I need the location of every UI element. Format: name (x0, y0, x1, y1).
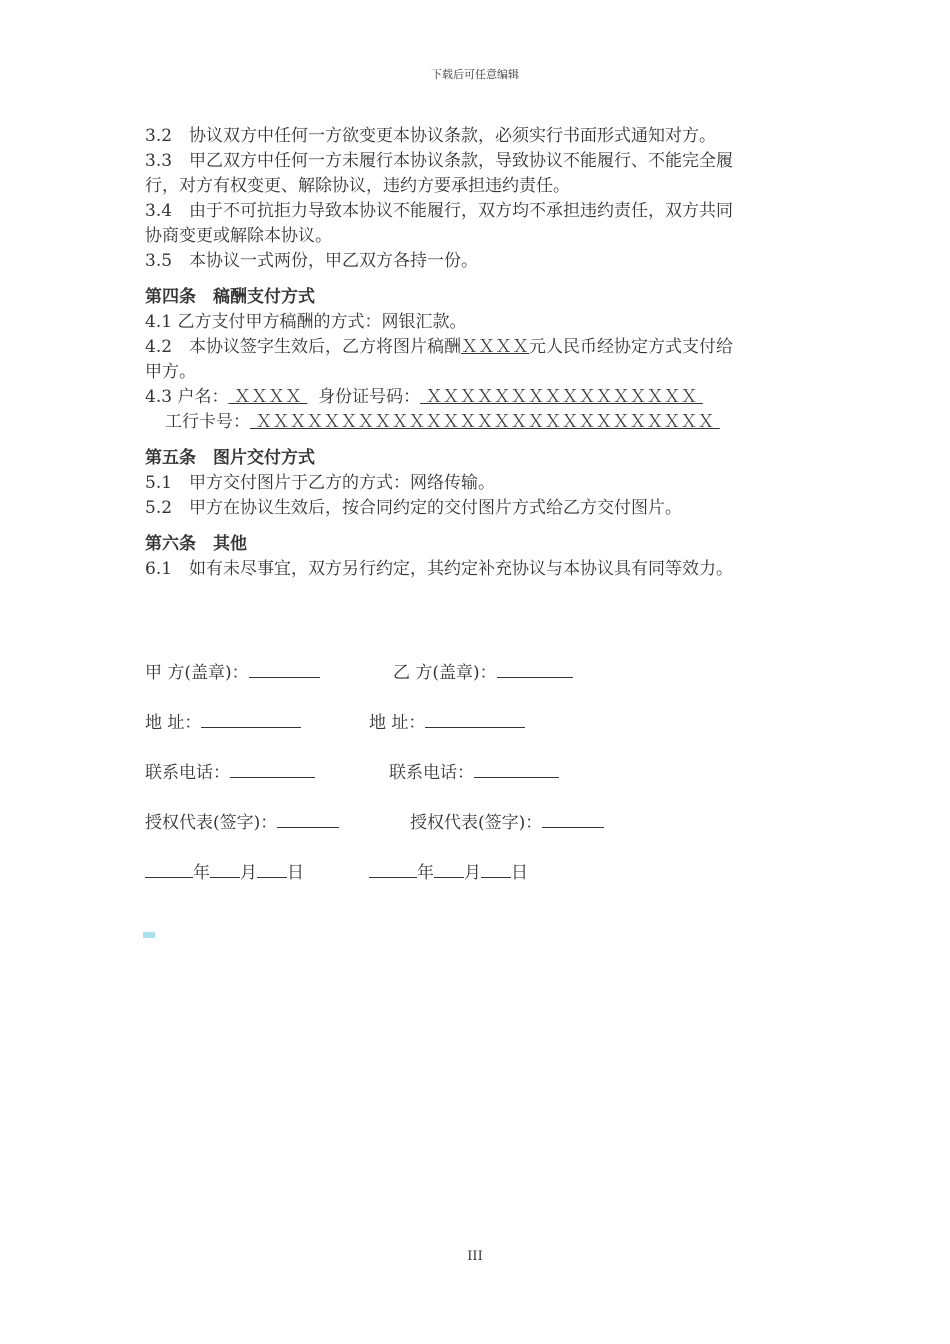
clause-4-3-line1 (145, 385, 807, 410)
party-b-seal-label: 乙 方(盖章)： (393, 663, 497, 683)
party-b-representative-row (410, 811, 604, 834)
clause-3-5: 3.5 本协议一式两份，甲乙双方各持一份。 (145, 251, 479, 271)
party-a-date-row (145, 861, 304, 884)
clause-3-3-line1: 3.3 甲乙双方中任何一方未履行本协议条款，导致协议不能履行、不能完全履 (145, 151, 734, 171)
fee-amount: ＸＸＸＸ (461, 337, 530, 357)
day-label: 日 (511, 863, 528, 883)
clause-6-1: 6.1 如有未尽事宜，双方另行约定，其约定补充协议与本协议具有同等效力。 (145, 559, 734, 579)
clause-4-1: 4.1 乙方支付甲方稿酬的方式：网银汇款。 (145, 312, 467, 332)
month-label: 月 (240, 863, 257, 883)
party-b-phone-blank[interactable] (474, 761, 559, 778)
account-name-label: 4.3 户名： (145, 387, 229, 407)
month-label: 月 (464, 863, 481, 883)
clause-4-3-line2 (145, 410, 807, 435)
party-b-representative-label: 授权代表(签字)： (410, 813, 543, 833)
clause-4-2-post: 元人民币经协定方式支付给 (529, 337, 734, 357)
document-body (145, 124, 807, 582)
party-a-address-row (145, 711, 301, 734)
party-a-address-label: 地 址： (145, 713, 202, 733)
party-a-representative-blank[interactable] (277, 811, 339, 828)
party-a-address-blank[interactable] (201, 711, 301, 728)
party-b-year-blank[interactable] (369, 861, 417, 878)
party-b-seal-blank[interactable] (497, 661, 573, 678)
party-b-day-blank[interactable] (481, 861, 511, 878)
year-label: 年 (193, 863, 210, 883)
party-a-phone-blank[interactable] (230, 761, 315, 778)
party-a-year-blank[interactable] (145, 861, 193, 878)
party-b-address-blank[interactable] (425, 711, 525, 728)
party-b-month-blank[interactable] (434, 861, 464, 878)
article-5-heading: 第五条 图片交付方式 (145, 448, 315, 468)
clause-5-2: 5.2 甲方在协议生效后，按合同约定的交付图片方式给乙方交付图片。 (145, 498, 683, 518)
page-number: III (467, 1249, 483, 1264)
party-b-representative-blank[interactable] (542, 811, 604, 828)
party-a-phone-label: 联系电话： (145, 763, 230, 783)
party-a-month-blank[interactable] (210, 861, 240, 878)
party-b-seal-row (393, 661, 573, 684)
clause-4-2-line2: 甲方。 (145, 362, 196, 382)
id-number-label: 身份证号码： (307, 387, 421, 407)
party-b-date-row (369, 861, 528, 884)
party-a-seal-blank[interactable] (249, 661, 320, 678)
page-header: 下载后可任意编辑 (431, 68, 519, 81)
party-a-representative-row (145, 811, 339, 834)
party-b-phone-label: 联系电话： (389, 763, 474, 783)
card-number-label: 工行卡号： (165, 412, 250, 432)
party-a-day-blank[interactable] (257, 861, 287, 878)
party-a-seal-label: 甲 方(盖章)： (145, 663, 249, 683)
text-cursor-marker (143, 932, 155, 938)
account-name-value: ＸＸＸＸ (228, 387, 308, 407)
clause-5-1: 5.1 甲方交付图片于乙方的方式：网络传输。 (145, 473, 496, 493)
article-4-heading: 第四条 稿酬支付方式 (145, 287, 315, 307)
article-6-heading: 第六条 其他 (145, 534, 247, 554)
id-number-value: ＸＸＸＸＸＸＸＸＸＸＸＸＸＸＸＸ (420, 387, 703, 407)
clause-4-2-line1 (145, 335, 807, 360)
party-b-address-label: 地 址： (369, 713, 426, 733)
day-label: 日 (287, 863, 304, 883)
card-number-value: ＸＸＸＸＸＸＸＸＸＸＸＸＸＸＸＸＸＸＸＸＸＸＸＸＸＸＸ (250, 412, 720, 432)
clause-3-3-line2: 行，对方有权变更、解除协议，违约方要承担违约责任。 (145, 176, 570, 196)
party-a-phone-row (145, 761, 315, 784)
clause-4-2-pre: 4.2 本协议签字生效后，乙方将图片稿酬 (145, 337, 462, 357)
party-a-representative-label: 授权代表(签字)： (145, 813, 278, 833)
clause-3-4-line1: 3.4 由于不可抗拒力导致本协议不能履行，双方均不承担违约责任，双方共同 (145, 201, 734, 221)
party-b-address-row (369, 711, 525, 734)
clause-3-2: 3.2 协议双方中任何一方欲变更本协议条款，必须实行书面形式通知对方。 (145, 126, 717, 146)
party-b-phone-row (389, 761, 559, 784)
clause-3-4-line2: 协商变更或解除本协议。 (145, 226, 332, 246)
year-label: 年 (417, 863, 434, 883)
party-a-seal-row (145, 661, 320, 684)
